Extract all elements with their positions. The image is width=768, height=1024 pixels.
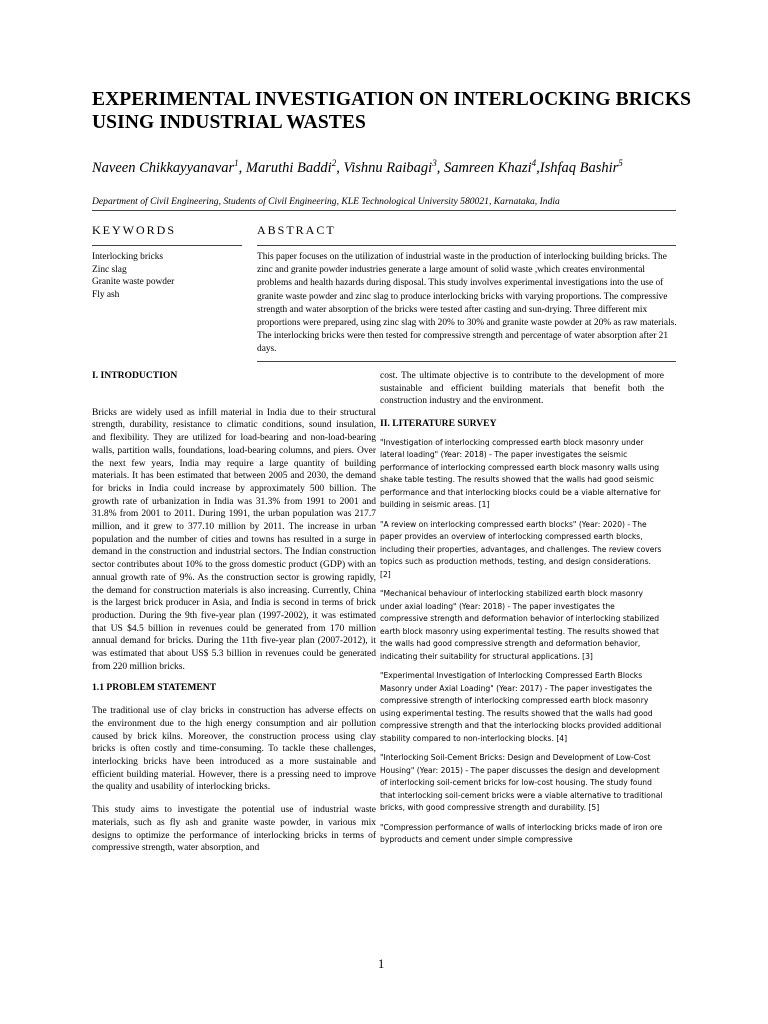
author-name: Samreen Khazi xyxy=(443,159,532,176)
abstract-heading: ABSTRACT xyxy=(257,223,336,237)
problem-statement-heading: 1.1 PROBLEM STATEMENT xyxy=(92,682,217,694)
author-affiliation-mark: 4 xyxy=(531,158,537,168)
introduction-paragraph: Bricks are widely used as infill material in India due to their structural strength, durability, resistance to climatic conditions, sound insulation, and flexibility. They are utilized for load-bearing and non-load-bearing walls, partition walls, foundations, load-bearing columns, and piers. Over the next few years, India may require a large quantity of building materials. It has been estimated that between 2005 and 2030, the demand for bricks in India could increase by approximately 500 billion. The growth rate of urbanization in India was 31.3% from 1991 to 2001 and 31.8% from 2001 to 2011. During 1991, the urban population was 217.7 million, and it grew to 377.10 million by 2011. The increase in urban population and the number of cities and towns has resulted in a surge in demand in the construction and industrial sectors. The Indian construction sector contributes about 10% to the gross domestic product (GDP) with an annual growth rate of 9%. As the construction sector is growing rapidly, the demand for construction materials is also increasing. Currently, China is the largest brick producer in Asia, and India is second in terms of brick production. During the 9th five-year plan (1997-2002), it was estimated that US $4.5 billion in revenues could be generated from 170 million annual demand for bricks. During the 11th five-year plan (2007-2012), it was estimated that about US$ 5.3 billion in revenues could be generated from 220 million bricks. xyxy=(92,407,376,672)
author-affiliation-mark: 3 xyxy=(432,158,437,168)
affiliation: Department of Civil Engineering, Students of Civil Engineering, KLE Technological University 580021, Karnataka, India xyxy=(92,196,560,207)
author-list: Naveen Chikkayyanavar$^1$, Maruthi Baddi$^2$, Vishnu Raibagi$^3$, Samreen Khazi$^4$,Ishfaq Bashir$^5$ xyxy=(92,158,623,176)
keywords-list xyxy=(92,251,174,301)
keywords-heading: KEYWORDS xyxy=(92,223,176,237)
literature-item: "Experimental Investigation of Interlocking Compressed Earth Blocks Masonry under Axial Loading" (Year: 2017) - The paper investigates the compressive strength of interlocking compressed earth block masonry using experimental testing. The results showed that the walls had good compressive strength and that the interlocking blocks provided additional stability compared to non-interlocking blocks. [4] xyxy=(380,671,662,743)
author-name: Naveen Chikkayyanavar xyxy=(92,159,235,176)
keywords-divider xyxy=(92,245,242,246)
author-affiliation-mark: 1 xyxy=(234,158,239,168)
problem-statement-paragraph: The traditional use of clay bricks in construction has adverse effects on the environment due to the high energy consumption and air pollution caused by brick kilns. Moreover, the construction process using clay bricks is often costly and time-consuming. To tackle these challenges, interlocking bricks have been introduced as a more sustainable and efficient building material. However, there is a pressing need to improve the quality and usability of interlocking bricks. xyxy=(92,706,376,793)
literature-item: "A review on interlocking compressed earth blocks" (Year: 2020) - The paper provides an overview of interlocking compressed earth blocks, including their properties, advantages, and challenges. The review covers topics such as production methods, testing, and design considerations. [2] xyxy=(380,519,662,579)
abstract-divider xyxy=(257,245,676,246)
paper-title: EXPERIMENTAL INVESTIGATION ON INTERLOCKING BRICKS USING INDUSTRIAL WASTES xyxy=(92,89,692,133)
introduction-heading: I. INTRODUCTION xyxy=(92,370,178,381)
literature-item: "Compression performance of walls of interlocking bricks made of iron ore byproducts and cement under simple compressive xyxy=(380,822,663,845)
author-name: Ishfaq Bashir xyxy=(539,159,619,176)
author-name: Maruthi Baddi xyxy=(245,159,332,176)
left-column xyxy=(92,370,376,855)
literature-item: "Interlocking Soil-Cement Bricks: Design and Development of Low-Cost Housing" (Year: 2015) - The paper discusses the design and development of interlocking soil-cement bricks for low-cost housing. The study found that interlocking soil-cement bricks were a viable alternative to traditional bricks, with good compressive strength and durability. [5] xyxy=(380,753,663,813)
abstract-bottom-divider xyxy=(257,361,676,362)
header-divider xyxy=(92,210,676,211)
literature-survey-heading: II. LITERATURE SURVEY xyxy=(380,418,497,430)
problem-statement-paragraph-2: This study aims to investigate the potential use of industrial waste materials, such as fly ash and granite waste powder, in various mix designs to optimize the performance of interlocking bricks in terms of compressive strength, water absorption, and xyxy=(92,805,376,854)
author-affiliation-mark: 5 xyxy=(618,158,623,168)
keyword-item: Fly ash xyxy=(92,289,120,300)
author-name: Vishnu Raibagi xyxy=(343,159,433,176)
literature-item: "Mechanical behaviour of interlocking stabilized earth block masonry under axial loading" (Year: 2018) - The paper investigates the compressive strength and deformation behavior of interlocking stabilized earth block masonry using experimental testing. The results showed that the walls had good compressive strength and deformation behavior, indicating their suitability for structural applications. [3] xyxy=(380,589,660,661)
keyword-item: Zinc slag xyxy=(92,264,127,275)
abstract-text: This paper focuses on the utilization of industrial waste in the production of interlocking building bricks. The zinc and granite powder industries generate a large amount of solid waste ,which creates environmental problems and health hazards during disposal. This study involves experimental investigations into the use of granite waste powder and zinc slag to produce interlocking bricks with varying proportions. The compressive strength and water absorption of the bricks were tested after casting and sun-drying. Three different mix proportions were prepared, using zinc slag with 20% to 30% and granite waste powder at 20% as raw materials. The interlocking bricks were then tested for compressive strength and percentage of water absorption after 21 days. xyxy=(257,252,677,355)
problem-statement-continuation: cost. The ultimate objective is to contribute to the development of more sustainable and efficient building materials that benefit both the construction industry and the environment. xyxy=(380,371,664,407)
author-affiliation-mark: 2 xyxy=(331,158,337,168)
keyword-item: Granite waste powder xyxy=(92,277,175,287)
page-number: 1 xyxy=(378,957,385,971)
keyword-item: Interlocking bricks xyxy=(92,252,164,262)
right-column xyxy=(380,370,664,847)
literature-item: "Investigation of interlocking compressed earth block masonry under lateral loading" (Year: 2018) - The paper investigates the seismic performance of interlocking compressed earth block masonry walls using shake table testing. The results showed that the walls had good seismic performance and that interlocking blocks could be a viable alternative for building in seismic areas. [1] xyxy=(380,437,661,510)
